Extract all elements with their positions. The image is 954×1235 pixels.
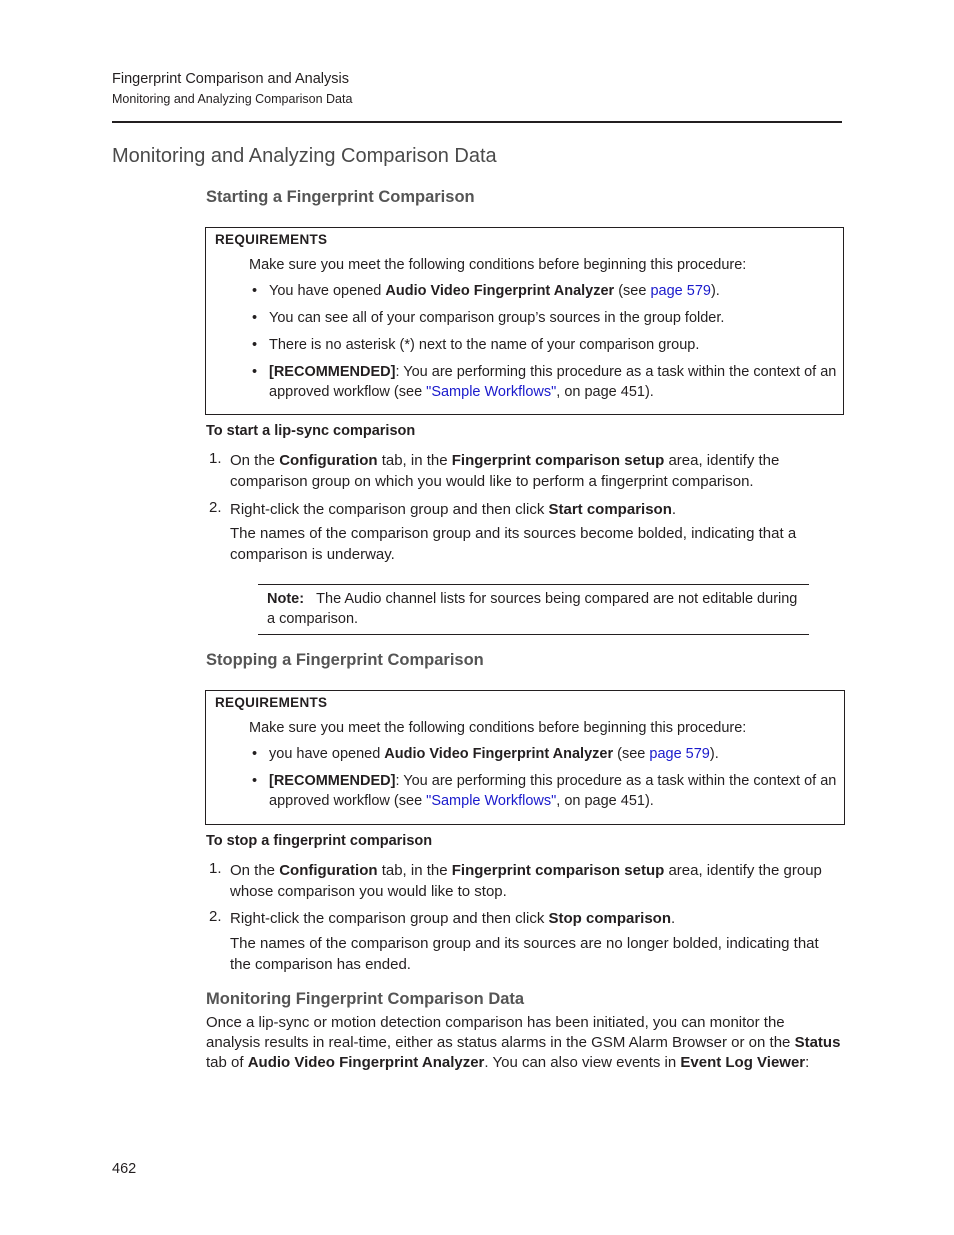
step-2-result-stop: The names of the comparison group and its sources are no longer bolded, indicating that the comparison has ended. bbox=[230, 935, 819, 973]
list-item bbox=[252, 335, 837, 355]
recommended-label: [RECOMMENDED] bbox=[269, 773, 396, 789]
list-item bbox=[252, 744, 837, 764]
step-number: 1. bbox=[209, 450, 222, 467]
sample-workflows-link[interactable]: "Sample Workflows" bbox=[426, 384, 557, 400]
bullet-icon: • bbox=[252, 773, 258, 789]
page-link[interactable]: page 579 bbox=[650, 283, 711, 299]
requirements-box-stop bbox=[205, 690, 845, 825]
text: (see bbox=[614, 283, 651, 299]
text: : You are performing this procedure as a task within the context of an approved workflow (see bbox=[269, 364, 837, 400]
text: (see bbox=[613, 746, 650, 762]
text: you have opened bbox=[269, 746, 385, 762]
list-item bbox=[252, 771, 837, 811]
requirements-box-start bbox=[205, 227, 844, 415]
bullet-icon: • bbox=[252, 364, 258, 380]
note-text: The Audio channel lists for sources being compared are not editable during a comparison. bbox=[267, 591, 798, 627]
bullet-icon: • bbox=[252, 283, 258, 299]
text: ). bbox=[709, 746, 719, 762]
list-item bbox=[252, 308, 837, 328]
procedure-title-start: To start a lip-sync comparison bbox=[206, 423, 416, 439]
heading-stopping: Stopping a Fingerprint Comparison bbox=[206, 651, 484, 669]
step-number: 2. bbox=[209, 908, 222, 925]
text: , on page 451). bbox=[556, 793, 654, 809]
step-number: 1. bbox=[209, 860, 222, 877]
requirements-intro: Make sure you meet the following conditions before beginning this procedure: bbox=[249, 720, 747, 736]
recommended-label: [RECOMMENDED] bbox=[269, 364, 396, 380]
bullet-icon: • bbox=[252, 337, 258, 353]
text: There is no asterisk (*) next to the name of your comparison group. bbox=[269, 337, 700, 353]
running-header-chapter: Fingerprint Comparison and Analysis bbox=[112, 71, 349, 87]
bullet-icon: • bbox=[252, 310, 258, 326]
step-2-start: Right-click the comparison group and then click Start comparison. bbox=[230, 501, 677, 518]
procedure-title-stop: To stop a fingerprint comparison bbox=[206, 833, 433, 849]
text: ). bbox=[710, 283, 720, 299]
step-1-stop: On the Configuration tab, in the Fingerprint comparison setup area, identify the group whose comparison you would like to stop. bbox=[230, 862, 822, 900]
list-item bbox=[252, 281, 837, 301]
app-name: Audio Video Fingerprint Analyzer bbox=[385, 283, 615, 299]
requirements-title: REQUIREMENTS bbox=[215, 232, 328, 247]
requirements-list bbox=[252, 281, 837, 409]
header-rule bbox=[112, 121, 842, 123]
text: , on page 451). bbox=[556, 384, 654, 400]
bullet-icon: • bbox=[252, 746, 258, 762]
note-label: Note: bbox=[267, 591, 305, 607]
step-1-start: On the Configuration tab, in the Fingerprint comparison setup area, identify the comparison group on which you would like to perform a fingerprint comparison. bbox=[230, 452, 780, 490]
app-name: Audio Video Fingerprint Analyzer bbox=[384, 746, 614, 762]
page-title: Monitoring and Analyzing Comparison Data bbox=[112, 145, 497, 167]
step-number: 2. bbox=[209, 499, 222, 516]
step-2-stop: Right-click the comparison group and then click Stop comparison. bbox=[230, 910, 676, 927]
heading-starting: Starting a Fingerprint Comparison bbox=[206, 188, 475, 206]
running-header-section: Monitoring and Analyzing Comparison Data bbox=[112, 92, 353, 106]
text: : You are performing this procedure as a task within the context of an approved workflow (see bbox=[269, 773, 837, 809]
requirements-intro: Make sure you meet the following conditions before beginning this procedure: bbox=[249, 257, 747, 273]
sample-workflows-link[interactable]: "Sample Workflows" bbox=[426, 793, 557, 809]
page-number: 462 bbox=[112, 1161, 137, 1177]
page-link[interactable]: page 579 bbox=[649, 746, 710, 762]
text: You have opened bbox=[269, 283, 386, 299]
requirements-list bbox=[252, 744, 837, 818]
step-2-result-start: The names of the comparison group and its sources become bolded, indicating that a comparison is underway. bbox=[230, 525, 797, 563]
list-item bbox=[252, 362, 837, 402]
heading-monitoring: Monitoring Fingerprint Comparison Data bbox=[206, 990, 525, 1008]
monitoring-paragraph: Once a lip-sync or motion detection comparison has been initiated, you can monitor the analysis results in real-time, either as status alarms in the GSM Alarm Browser or on the Status tab of Audio Video Fingerprint Analyzer. You can also view events in Event Log Viewer: bbox=[206, 1014, 841, 1071]
requirements-title: REQUIREMENTS bbox=[215, 695, 328, 710]
note-box bbox=[258, 584, 809, 635]
text: You can see all of your comparison group’s sources in the group folder. bbox=[269, 310, 725, 326]
